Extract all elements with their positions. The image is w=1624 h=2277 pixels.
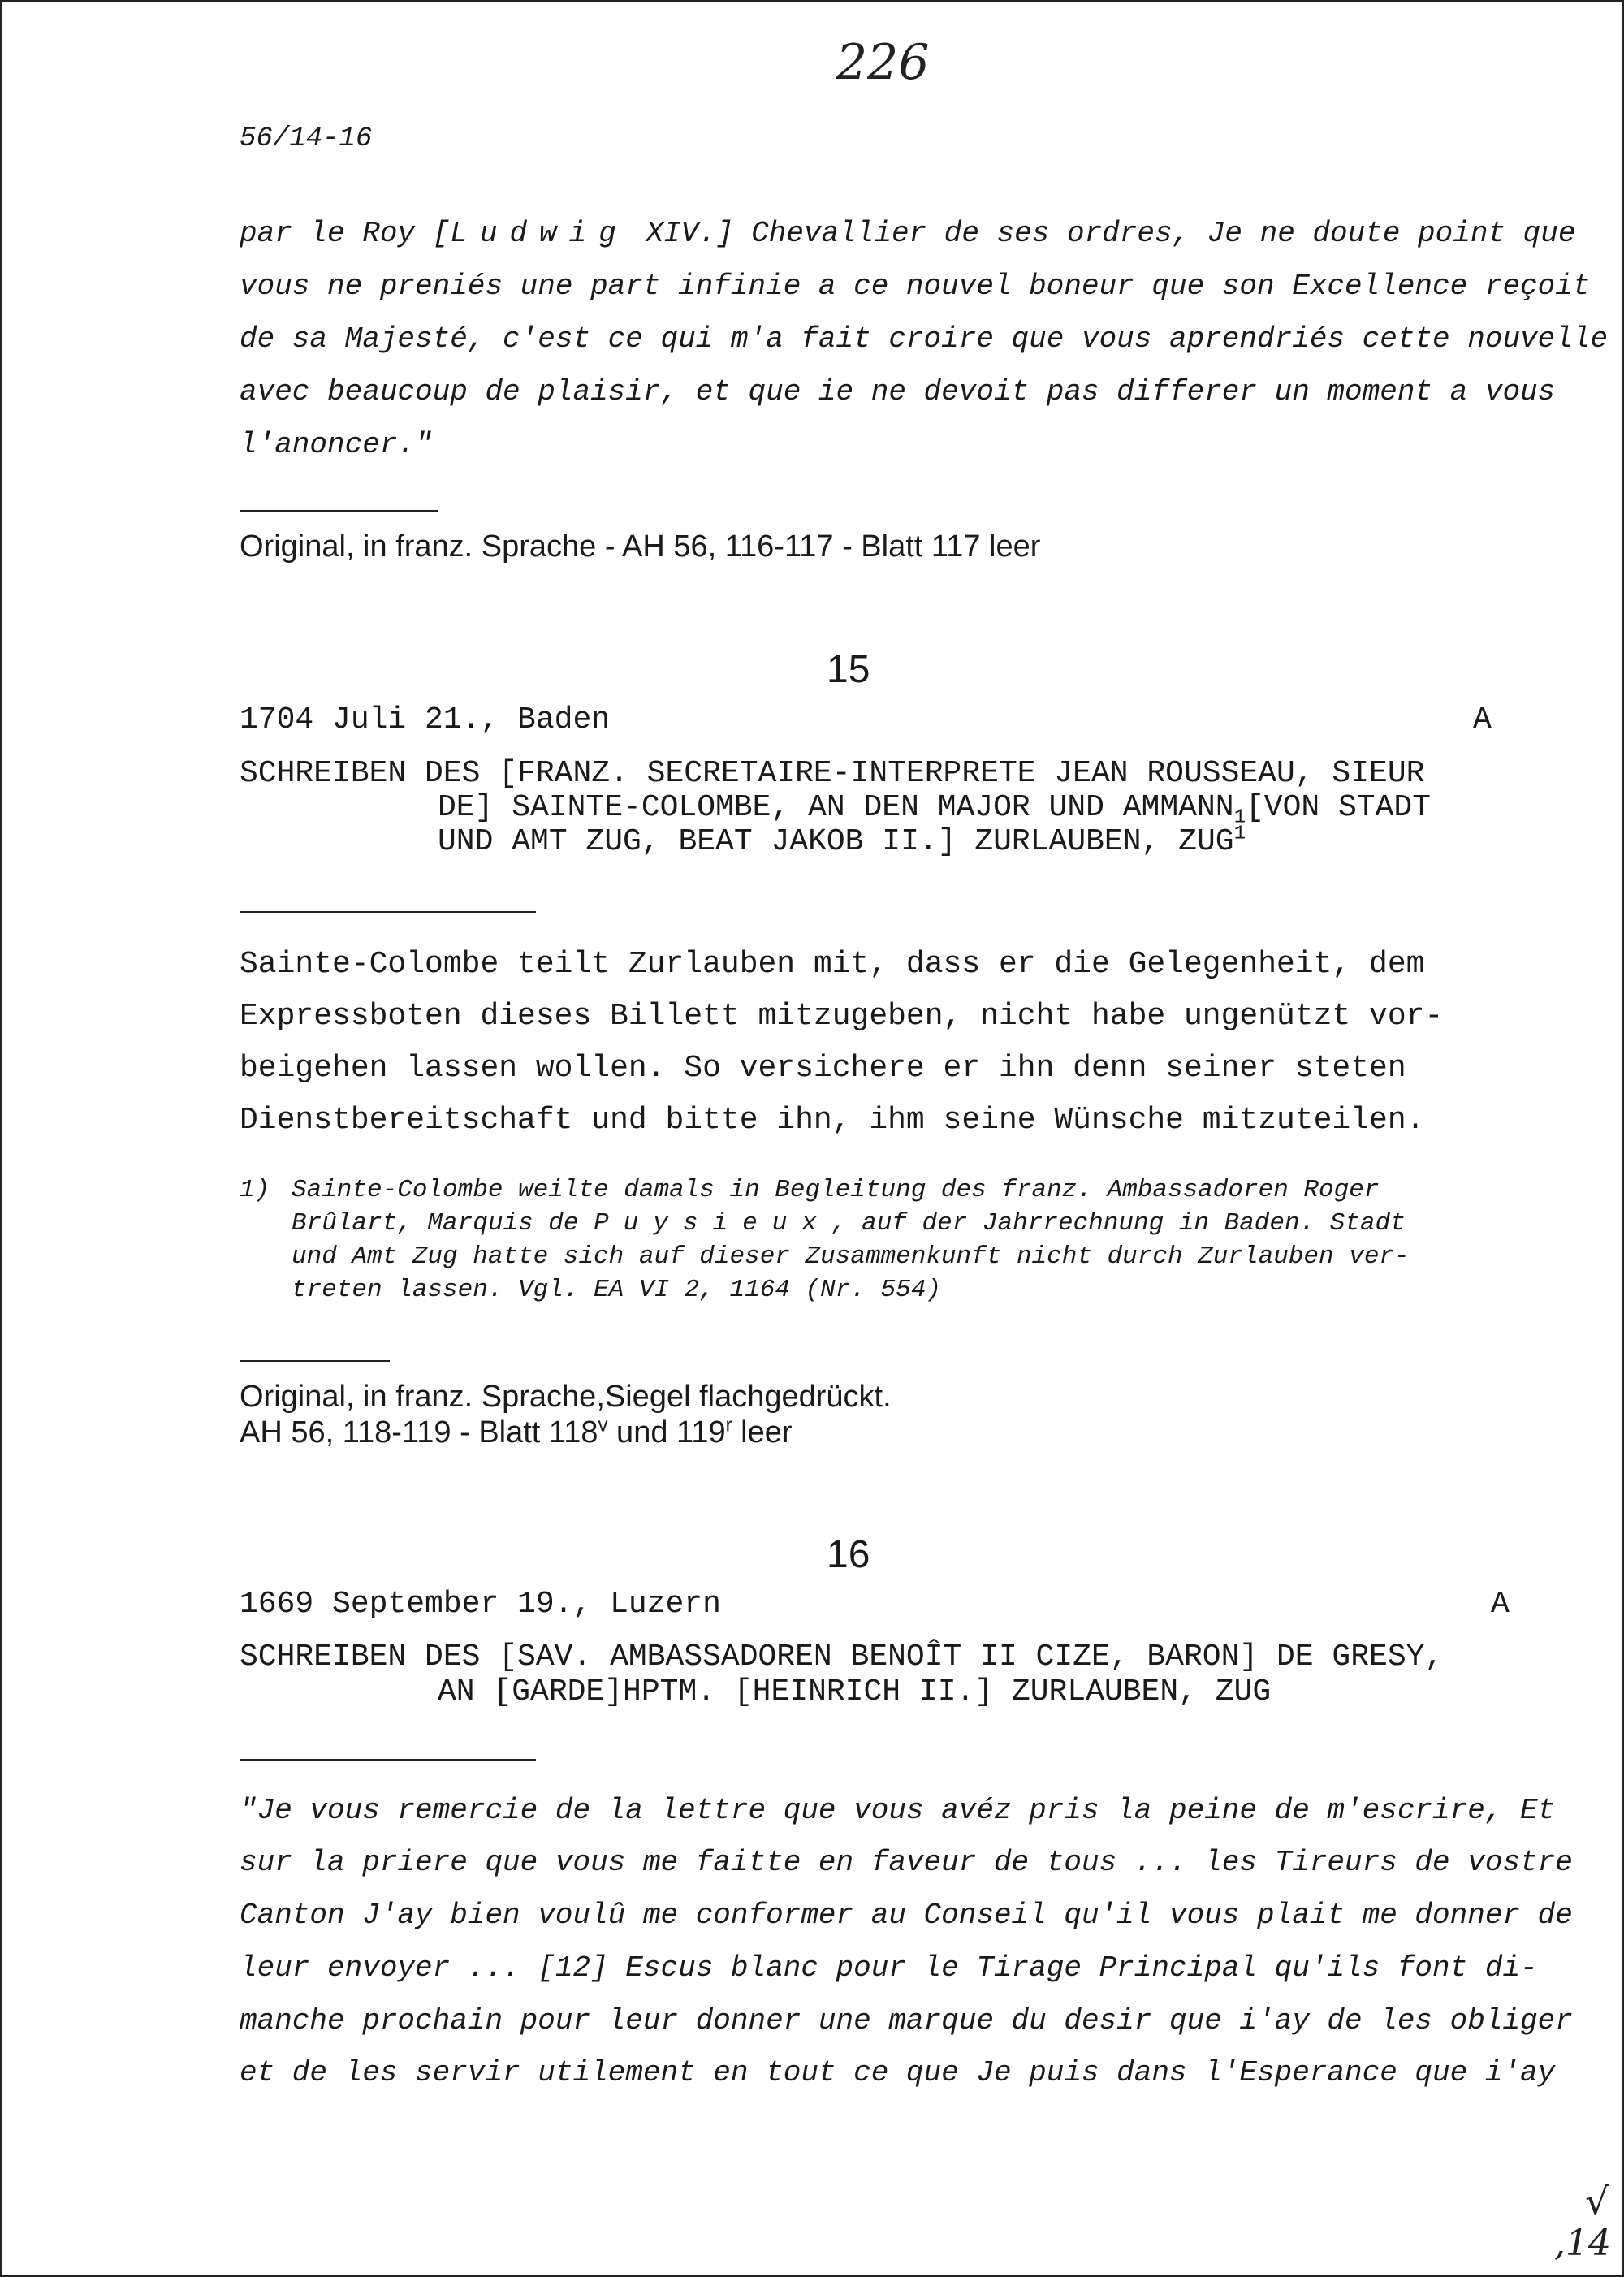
- source-note: Original, in franz. Sprache,Siegel flachgedrückt.: [240, 1380, 892, 1414]
- spaced-name: Ludwig: [450, 217, 628, 250]
- summary-line: beigehen lassen wollen. So versichere er ihn denn seiner steten: [240, 1051, 1406, 1086]
- divider: [240, 1759, 536, 1761]
- divider: [240, 510, 438, 512]
- archive-reference: 56/14-16: [240, 123, 373, 154]
- footnote-line: treten lassen. Vgl. EA VI 2, 1164 (Nr. 554): [292, 1276, 941, 1304]
- spaced-name: Puysieux: [594, 1209, 831, 1238]
- date-place: 1669 September 19., Luzern: [240, 1587, 721, 1622]
- title-line: DE] SAINTE-COLOMBE, AN DEN MAJOR UND $AMMANN_1[VON$ STADT: [438, 790, 1432, 829]
- date-place: 1704 Juli 21., Baden: [240, 702, 611, 737]
- handwritten-page-number: 226: [836, 34, 930, 91]
- title-line: SCHREIBEN DES [FRANZ. SECRETAIRE-INTERPRETE JEAN ROUSSEAU, SIEUR: [240, 756, 1425, 791]
- quote-line: Canton J'ay bien voulû me conformer au Conseil qu'il vous plait me donner de: [240, 1899, 1573, 1932]
- title-line: UND AMT ZUG, BEAT JAKOB II.] ZURLAUBEN, ZUG$^1$: [438, 823, 1246, 859]
- quote-line: leur envoyer ... [12] Escus blanc pour le Tirage Principal qu'ils font di-: [240, 1951, 1538, 1985]
- title-line: SCHREIBEN DES [SAV. AMBASSADOREN BENOÎT II CIZE, BARON] DE GRESY,: [240, 1640, 1444, 1674]
- divider: [240, 1360, 390, 1362]
- quote-line: l'anoncer.": [240, 428, 433, 461]
- quote-line: "Je vous remercie de la lettre que vous avéz pris la peine de m'escrire, Et: [240, 1794, 1556, 1827]
- footnote-line: Sainte-Colombe weilte damals in Begleitung des franz. Ambassadoren Roger: [292, 1176, 1380, 1204]
- handwritten-note: ,14: [1554, 2223, 1611, 2264]
- quote-line: avec beaucoup de plaisir, et que ie ne devoit pas differer un moment a vous: [240, 375, 1556, 408]
- type-mark: A: [1473, 702, 1492, 737]
- check-mark: √: [1585, 2180, 1609, 2223]
- source-note: Original, in franz. Sprache - AH 56, 116-117 - Blatt 117 leer: [240, 529, 1041, 564]
- title-line: AN [GARDE]HPTM. [HEINRICH II.] ZURLAUBEN, ZUG: [438, 1674, 1272, 1709]
- quote-line: par le Roy [Ludwig XIV.] Chevallier de ses ordres, Je ne doute point que: [240, 217, 1576, 250]
- source-note: AH 56, 118-119 - Blatt 118$^v$ und 119$^r$ leer: [240, 1414, 793, 1450]
- footnote-marker: 1): [240, 1176, 270, 1204]
- quote-line: sur la priere que vous me faitte en faveur de tous ... les Tireurs de vostre: [240, 1846, 1573, 1879]
- footnote-line: und Amt Zug hatte sich auf dieser Zusammenkunft nicht durch Zurlauben ver-: [292, 1242, 1410, 1271]
- summary-line: Dienstbereitschaft und bitte ihn, ihm seine Wünsche mitzuteilen.: [240, 1103, 1425, 1138]
- document-number: 15: [827, 648, 870, 691]
- type-mark: A: [1491, 1587, 1510, 1622]
- quote-line: et de les servir utilement en tout ce que Je puis dans l'Esperance que i'ay: [240, 2056, 1556, 2089]
- footnote-line: Brûlart, Marquis de Puysieux, auf der Jahrrechnung in Baden. Stadt: [292, 1209, 1406, 1238]
- quote-line: vous ne preniés une part infinie a ce nouvel boneur que son Excellence reçoit: [240, 270, 1591, 303]
- footnote-mark: 1: [1233, 806, 1246, 829]
- document-number: 16: [827, 1533, 870, 1576]
- footnote-mark: 1: [1233, 823, 1246, 845]
- quote-line: de sa Majesté, c'est ce qui m'a fait croire que vous aprendriés cette nouvelle: [240, 322, 1609, 356]
- quote-line: manche prochain pour leur donner une marque du desir que i'ay de les obliger: [240, 2004, 1573, 2037]
- summary-line: Expressboten dieses Billett mitzugeben, nicht habe ungenützt vor-: [240, 999, 1444, 1034]
- divider: [240, 911, 536, 913]
- summary-line: Sainte-Colombe teilt Zurlauben mit, dass er die Gelegenheit, dem: [240, 947, 1425, 982]
